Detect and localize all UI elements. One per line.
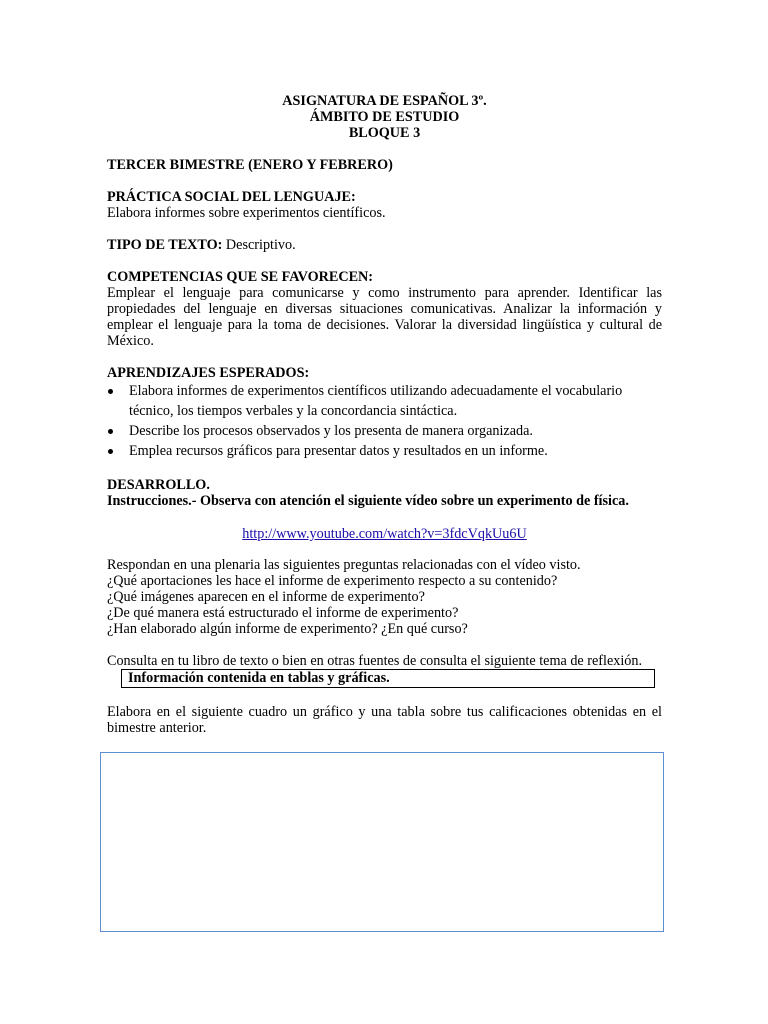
list-item: Elabora informes de experimentos científicos utilizando adecuadamente el vocabulario técnico, los tiempos verbales y la concordancia sintáctica. (107, 381, 662, 421)
subject-title: ASIGNATURA DE ESPAÑOL 3º. (282, 93, 487, 109)
competencies-label: COMPETENCIAS QUE SE FAVORECEN: (107, 269, 374, 285)
practice-section (107, 189, 662, 221)
questions-intro: Respondan en una plenaria las siguientes preguntas relacionadas con el vídeo visto. (107, 557, 581, 573)
questions-section (107, 557, 662, 637)
question-item: ¿Qué imágenes aparecen en el informe de experimento? (107, 589, 425, 605)
practice-label: PRÁCTICA SOCIAL DEL LENGUAJE: (107, 189, 356, 205)
text-type-label: TIPO DE TEXTO: (107, 237, 223, 253)
list-item: Describe los procesos observados y los presenta de manera organizada. (107, 421, 662, 441)
video-link[interactable]: http://www.youtube.com/watch?v=3fdcVqkUu6U (242, 526, 527, 542)
development-label: DESARROLLO. (107, 477, 210, 493)
question-item: ¿Han elaborado algún informe de experimento? ¿En qué curso? (107, 621, 468, 637)
block-title: BLOQUE 3 (348, 125, 421, 141)
expected-learning-list (107, 381, 662, 461)
development-instructions: Instrucciones.- Observa con atención el siguiente vídeo sobre un experimento de física. (107, 493, 629, 509)
development-section (107, 477, 662, 542)
video-link-row (107, 526, 662, 542)
competencies-section (107, 269, 662, 349)
question-item: ¿Qué aportaciones les hace el informe de experimento respecto a su contenido? (107, 573, 558, 589)
text-type-section (107, 237, 662, 253)
study-area-title: ÁMBITO DE ESTUDIO (309, 109, 460, 125)
expected-learning-section (107, 365, 662, 461)
reflection-topic-box: Información contenida en tablas y gráficas. (121, 669, 655, 688)
practice-text: Elabora informes sobre experimentos científicos. (107, 205, 386, 221)
consult-section (107, 653, 662, 688)
task-text: Elabora en el siguiente cuadro un gráfico y una tabla sobre tus calificaciones obtenidas en el bimestre anterior. (107, 704, 662, 736)
answer-box[interactable] (100, 752, 664, 932)
competencies-text: Emplear el lenguaje para comunicarse y como instrumento para aprender. Identificar las propiedades del lenguaje en diversas situaciones comunicativas. Analizar la información y emplear el lenguaje para la toma de decisiones. Valorar la diversidad lingüística y cultural de México. (107, 285, 662, 349)
question-item: ¿De qué manera está estructurado el informe de experimento? (107, 605, 459, 621)
bimester-heading: TERCER BIMESTRE (ENERO Y FEBRERO) (107, 157, 393, 173)
text-type-value: Descriptivo. (222, 237, 296, 253)
list-item: Emplea recursos gráficos para presentar datos y resultados en un informe. (107, 441, 662, 461)
expected-learning-label: APRENDIZAJES ESPERADOS: (107, 365, 310, 381)
document-page (107, 93, 662, 736)
document-header (107, 93, 662, 141)
consult-text: Consulta en tu libro de texto o bien en otras fuentes de consulta el siguiente tema de reflexión. (107, 653, 643, 669)
